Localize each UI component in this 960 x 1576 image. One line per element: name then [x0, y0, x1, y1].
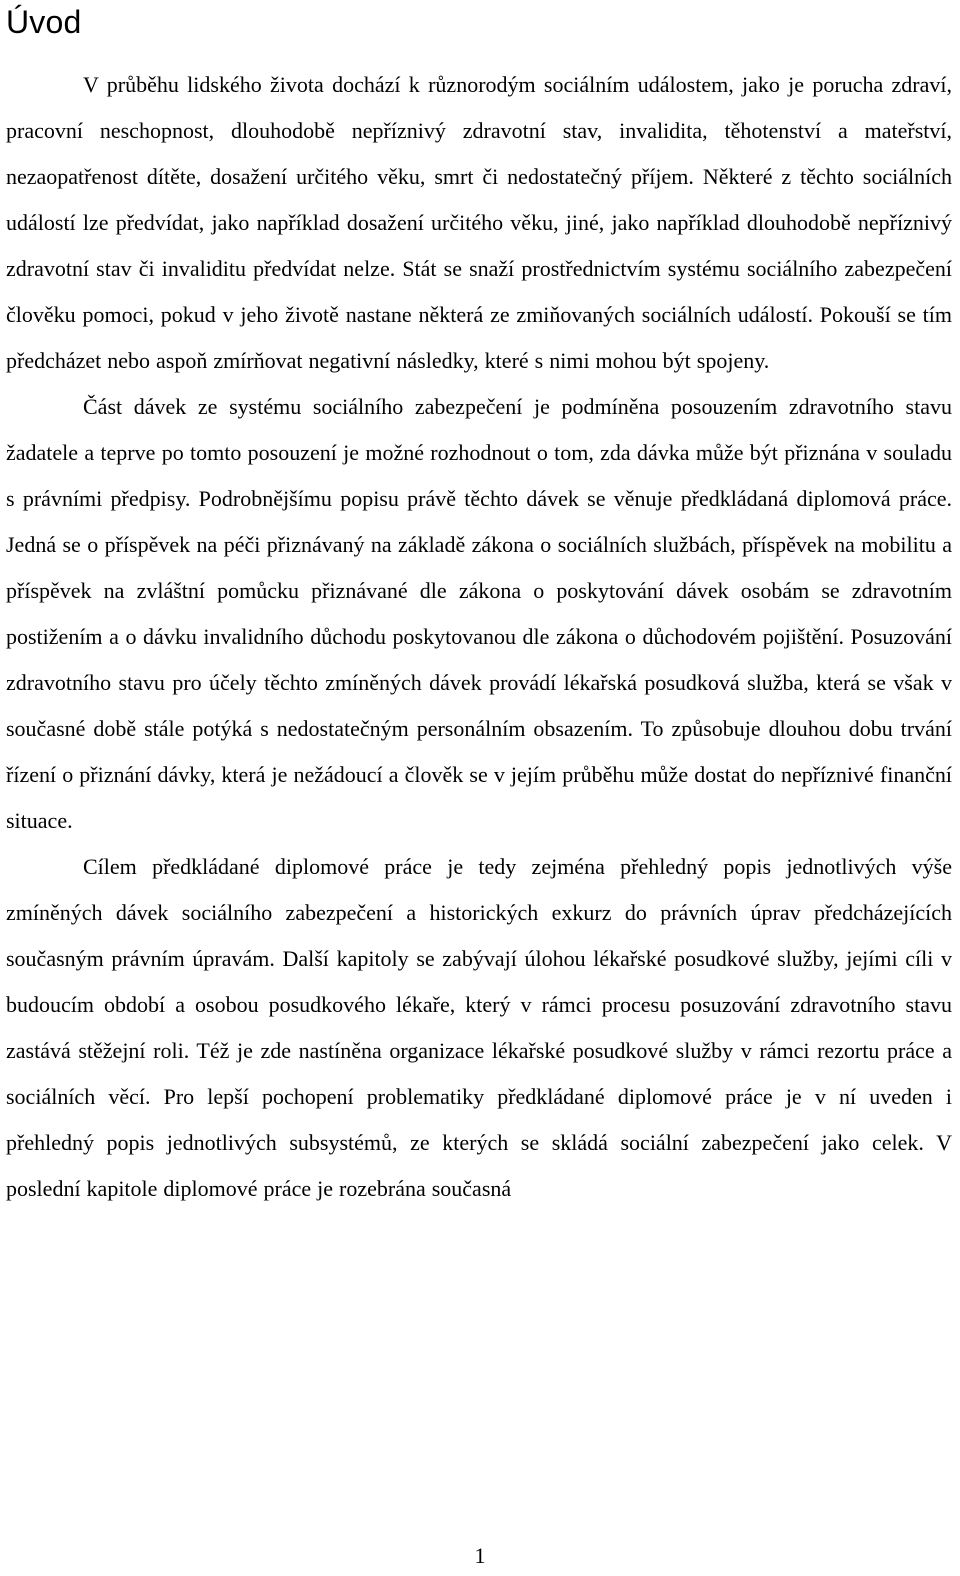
paragraph-2: Část dávek ze systému sociálního zabezpečení je podmíněna posouzením zdravotního stavu žadatele a teprve po tomto posouzení je možné rozhodnout o tom, zda dávka může být přiznána v souladu s právními předpisy. Podrobnějšímu popisu právě těchto dávek se věnuje předkládaná diplomová práce. Jedná se o příspěvek na péči přiznávaný na základě zákona o sociálních službách, příspěvek na mobilitu a příspěvek na zvláštní pomůcku přiznávané dle zákona o poskytování dávek osobám se zdravotním postižením a o dávku invalidního důchodu poskytovanou dle zákona o důchodovém pojištění. Posuzování zdravotního stavu pro účely těchto zmíněných dávek provádí lékařská posudková služba, která se však v současné době stále potýká s nedostatečným personálním obsazením. To způsobuje dlouhou dobu trvání řízení o přiznání dávky, která je nežádoucí a člověk se v jejím průběhu může dostat do nepříznivé finanční situace.	[6, 394, 952, 833]
page-number: 1	[474, 1543, 486, 1568]
paragraph-1: V průběhu lidského života dochází k různorodým sociálním událostem, jako je porucha zdraví, pracovní neschopnost, dlouhodobě nepříznivý zdravotní stav, invalidita, těhotenství a mateřství, nezaopatřenost dítěte, dosažení určitého věku, smrt či nedostatečný příjem. Některé z těchto sociálních událostí lze předvídat, jako například dosažení určitého věku, jiné, jako například dlouhodobě nepříznivý zdravotní stav či invaliditu předvídat nelze. Stát se snaží prostřednictvím systému sociálního zabezpečení člověku pomoci, pokud v jeho životě nastane některá ze zmiňovaných sociálních událostí. Pokouší se tím předcházet nebo aspoň zmírňovat negativní následky, které s nimi mohou být spojeny.	[6, 72, 952, 373]
paragraph-3: Cílem předkládané diplomové práce je tedy zejména přehledný popis jednotlivých výše zmíněných dávek sociálního zabezpečení a historických exkurz do právních úprav předcházejících současným právním úpravám. Další kapitoly se zabývají úlohou lékařské posudkové služby, jejími cíli v budoucím období a osobou posudkového lékaře, který v rámci procesu posuzování zdravotního stavu zastává stěžejní roli. Též je zde nastíněna organizace lékařské posudkové služby v rámci rezortu práce a sociálních věcí. Pro lepší pochopení problematiky předkládané diplomové práce je v ní uveden i přehledný popis jednotlivých subsystémů, ze kterých se skládá sociální zabezpečení jako celek. V poslední kapitole diplomové práce je rozebrána současná	[6, 854, 952, 1201]
document-body	[6, 62, 952, 1212]
page-title: Úvod	[6, 4, 82, 40]
